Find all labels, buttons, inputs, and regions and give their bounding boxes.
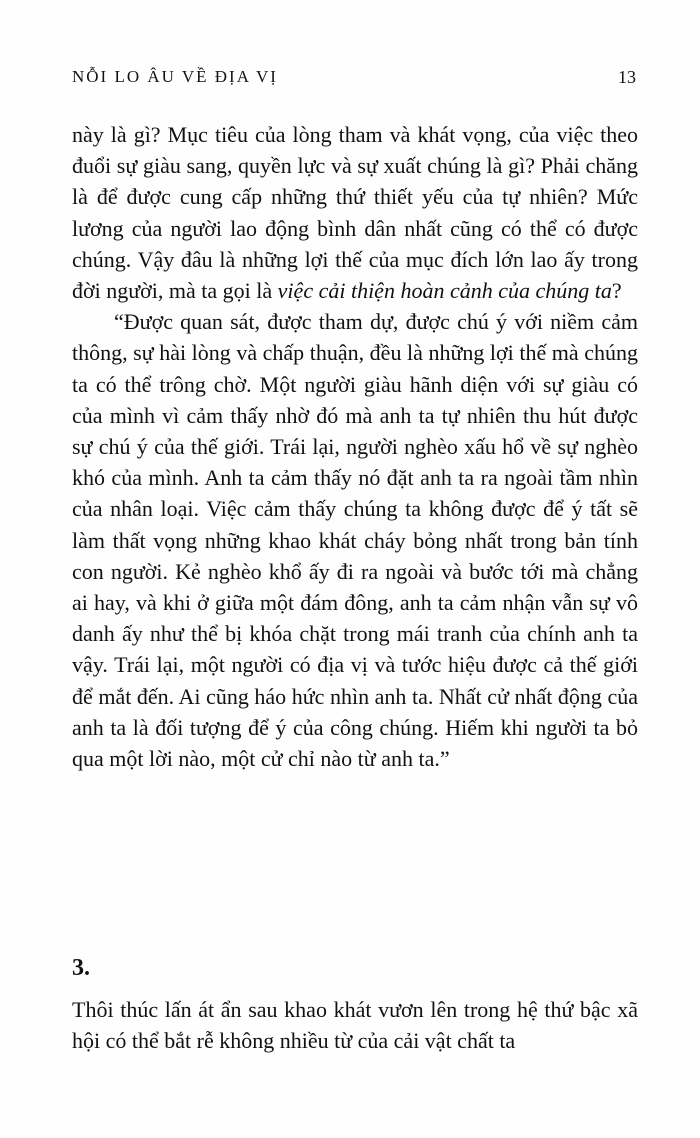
body-text: [72, 119, 638, 774]
paragraph-1-italic-phrase: việc cải thiện hoàn cảnh của chúng ta: [277, 278, 612, 304]
page-number: 13: [618, 66, 636, 87]
paragraph-1-text: này là gì? Mục tiêu của lòng tham và khát vọng, của việc theo đuổi sự giàu sang, quyền lực và sự xuất chúng là gì? Phải chăng là để được cung cấp những thứ thiết yếu của tự nhiên? Mức lương của người lao động bình dân nhất cũng có thể có được chúng. Vậy đâu là những lợi thế của mục đích lớn lao ấy trong đời người, mà ta gọi là: [72, 122, 638, 304]
section-number: 3.: [72, 955, 90, 981]
paragraph-1: [72, 119, 638, 306]
paragraph-2-quote: “Được quan sát, được tham dự, được chú ý với niềm cảm thông, sự hài lòng và chấp thuận, đều là những lợi thế mà chúng ta có thể trông chờ. Một người giàu hãnh diện với sự giàu có của mình vì cảm thấy nhờ đó mà anh ta tự nhiên thu hút được sự chú ý của thế giới. Trái lại, người nghèo xấu hổ về sự nghèo khó của mình. Anh ta cảm thấy nó đặt anh ta ra ngoài tầm nhìn của nhân loại. Việc cảm thấy chúng ta không được để ý tất sẽ làm thất vọng những khao khát cháy bỏng nhất trong bản tính con người. Kẻ nghèo khổ ấy đi ra ngoài và bước tới mà chẳng ai hay, và khi ở giữa một đám đông, anh ta cảm nhận vẫn sự vô danh ấy như thể bị khóa chặt trong mái tranh của chính anh ta vậy. Trái lại, một người có địa vị và tước hiệu được cả thế giới để mắt đến. Ai cũng háo hức nhìn anh ta. Nhất cử nhất động của anh ta là đối tượng để ý của công chúng. Hiếm khi người ta bỏ qua một lời nào, một cử chỉ nào từ anh ta.”: [72, 309, 638, 772]
chapter-title: NỖI LO ÂU VỀ ĐỊA VỊ: [72, 67, 278, 86]
section-text: Thôi thúc lấn át ẩn sau khao khát vươn lên trong hệ thứ bậc xã hội có thể bắt rễ không nhiều từ của cải vật chất ta: [72, 997, 638, 1054]
section-3: [72, 954, 638, 1056]
paragraph-1-ending: ?: [611, 278, 622, 304]
running-header: [72, 61, 636, 93]
